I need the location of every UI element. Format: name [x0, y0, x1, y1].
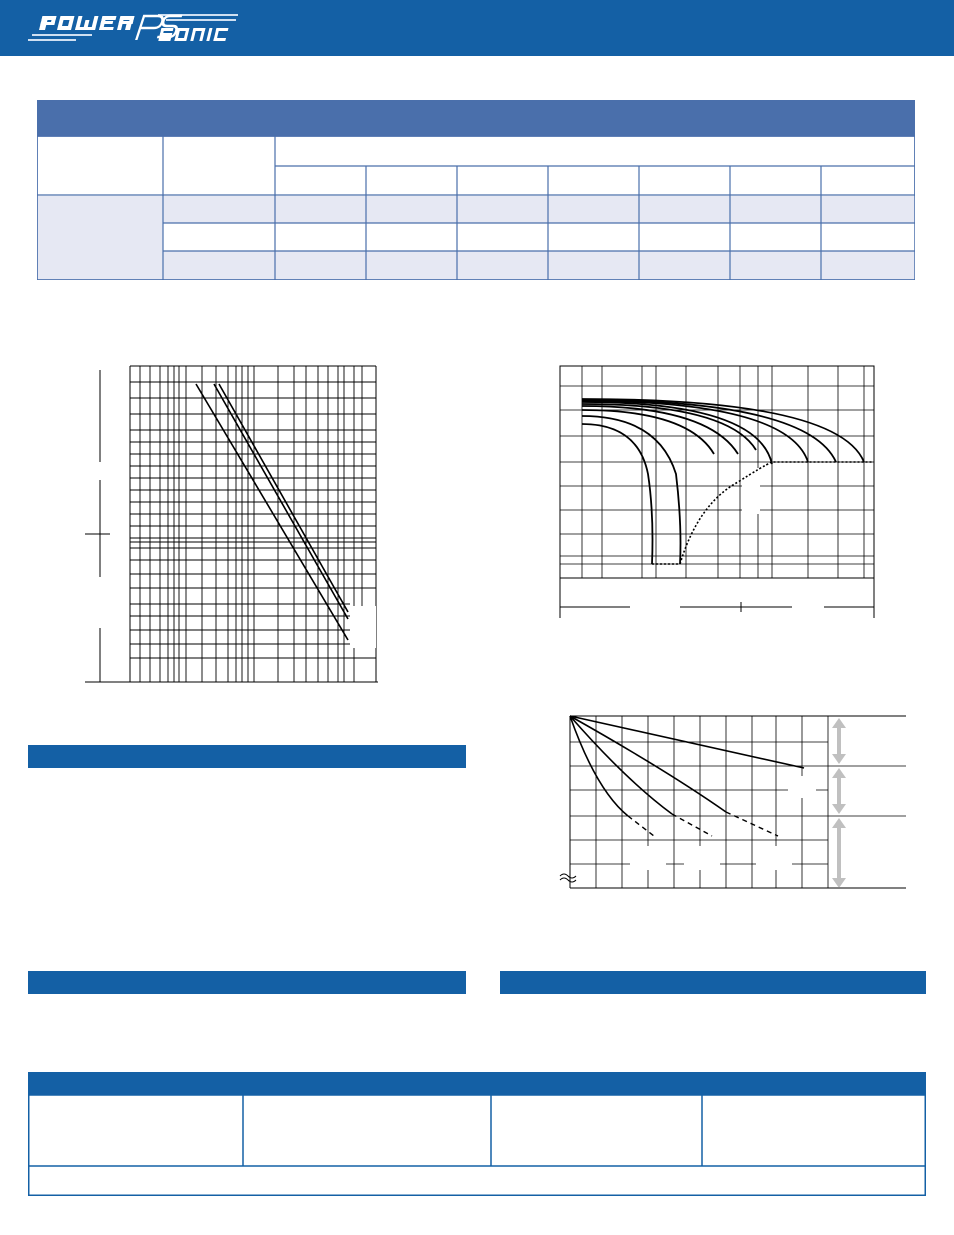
table-title-bar: [37, 100, 915, 136]
section-bar-left-upper: [28, 745, 466, 768]
discharge-curves-chart: [558, 364, 878, 620]
specification-table: [37, 100, 915, 280]
header-bar: [0, 0, 954, 56]
self-discharge-chart: [556, 710, 910, 894]
section-bar-right-lower: [500, 971, 926, 994]
range-arrows: [832, 718, 846, 888]
bottom-info-table: [28, 1072, 926, 1196]
power-sonic-logo: [26, 10, 246, 46]
section-bar-left-lower: [28, 971, 466, 994]
discharge-time-chart: [82, 362, 382, 688]
